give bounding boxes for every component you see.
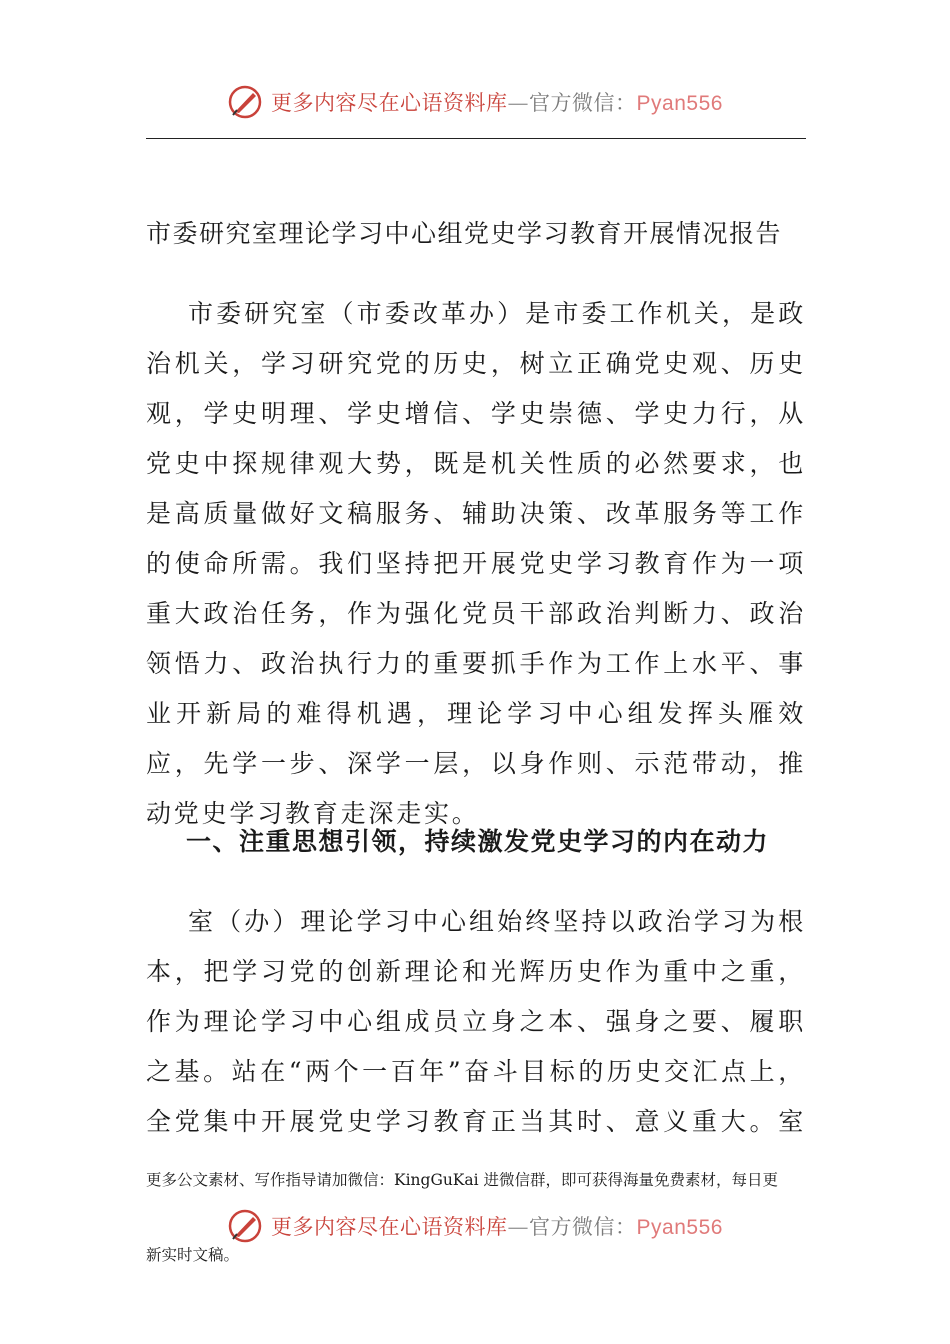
banner-brand: 更多内容尽在心语资料库 [271,91,508,115]
banner-separator: — [507,91,530,115]
quill-logo-icon [227,1208,263,1244]
footer-note: 更多公文素材、写作指导请加微信：KingGuKai 进微信群，即可获得海量免费素材，每日更 [146,1171,779,1189]
footer-note-continued: 新实时文稿。 [146,1246,240,1264]
banner-label: 官方微信： [529,91,637,115]
header-rule [146,138,806,139]
banner-brand: 更多内容尽在心语资料库 [271,1215,508,1239]
section-heading: 一、注重思想引领，持续激发党史学习的内在动力 [186,827,770,856]
document-title: 市委研究室理论学习中心组党史学习教育开展情况报告 [146,219,783,248]
banner-account: Pyan556 [636,92,723,115]
footer-banner [0,1206,950,1246]
paragraph-section-1: 室（办）理论学习中心组始终坚持以政治学习为根本，把学习党的创新理论和光辉历史作为重中之重，作为理论学习中心组成员立身之本、强身之要、履职之基。站在“两个一百年”奋斗目标的历史交汇点上，全党集中开展党史学习教育正当其时、意义重大。室 [146,907,806,1136]
paragraph-intro: 市委研究室（市委改革办）是市委工作机关，是政治机关，学习研究党的历史，树立正确党史观、历史观，学史明理、学史增信、学史崇德、学史力行，从党史中探规律观大势，既是机关性质的必然要求，也是高质量做好文稿服务、辅助决策、改革服务等工作的使命所需。我们坚持把开展党史学习教育作为一项重大政治任务，作为强化党员干部政治判断力、政治领悟力、政治执行力的重要抓手作为工作上水平、事业开新局的难得机遇，理论学习中心组发挥头雁效应，先学一步、深学一层，以身作则、示范带动，推动党史学习教育走深走实。 [146,299,806,828]
quill-logo-icon [227,84,263,120]
header-banner [0,82,950,122]
banner-separator: — [507,1215,530,1239]
banner-label: 官方微信： [529,1215,637,1239]
banner-account: Pyan556 [636,1216,723,1239]
